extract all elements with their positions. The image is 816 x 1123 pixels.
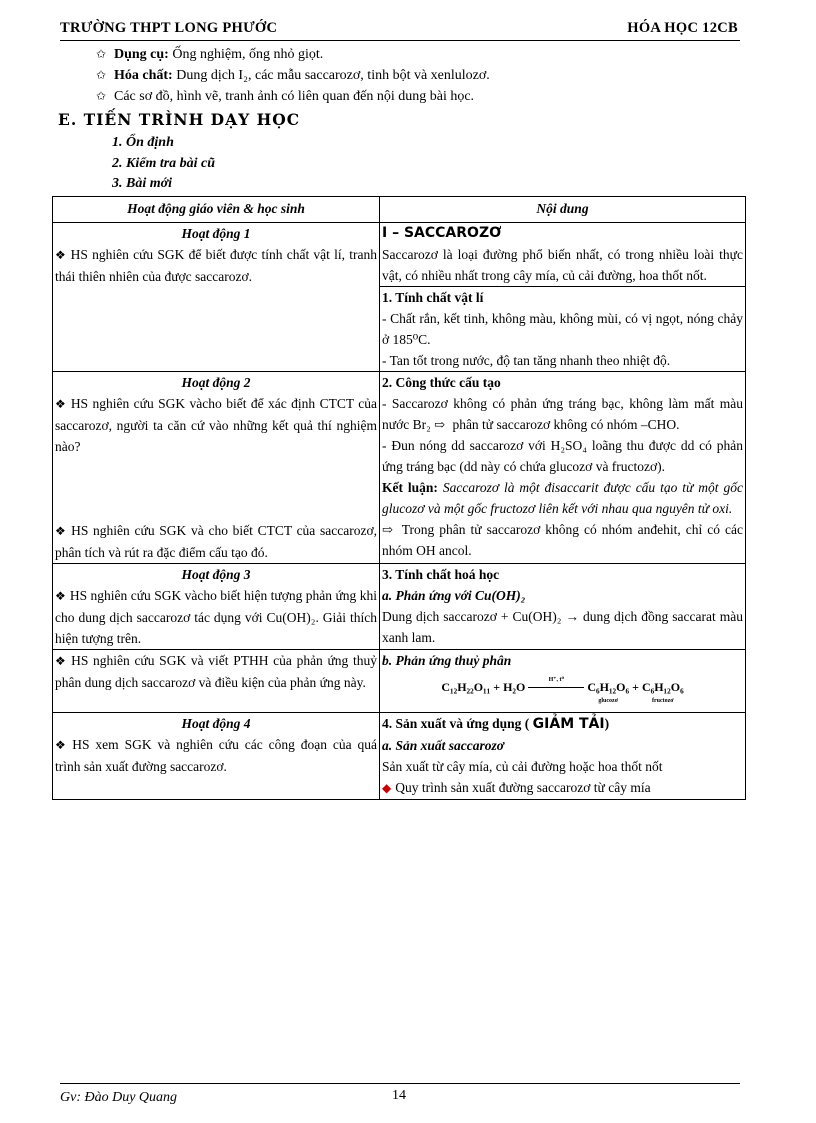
prep-item: ✩ Dụng cụ: Ống nghiệm, ống nhỏ giọt. xyxy=(96,44,490,65)
activity-4-cell: Hoạt động 4 ❖ HS xem SGK và nghiên cứu các công đoạn của quá trình sản xuất đường saccarozơ. xyxy=(53,713,380,800)
page-footer xyxy=(60,1083,740,1105)
author-name: Gv: Đào Duy Quang xyxy=(60,1090,178,1105)
activity-2-cell: Hoạt động 2 ❖ HS nghiên cứu SGK vàcho biết để xác định CTCT của saccarozơ, người ta căn cứ vào những kết quả thí nghiệm nào? ❖ HS nghiên cứu SGK và cho biết CTCT của saccarozơ, phân tích và rút ra đặc điểm cấu tạo đó. xyxy=(53,372,380,564)
subject-title: HÓA HỌC 12CB xyxy=(627,20,738,36)
diamond-bullet-icon: ❖ xyxy=(55,248,67,262)
diamond-bullet-icon: ❖ xyxy=(55,524,68,538)
activity-title: Hoạt động 2 xyxy=(181,375,251,390)
activity-1-cell: Hoạt động 1 ❖ HS nghiên cứu SGK để biết được tính chất vật lí, tranh thái thiên nhiên của được saccarozơ. xyxy=(53,223,380,372)
content-hydrolysis: b. Phản ứng thuỷ phân C₁₂H₂₂O₁₁ + H₂O H⁺, t⁰ C₆H₁₂O₆ glucozơ + C₆H₁₂O₆ fructozơ xyxy=(380,650,746,713)
diamond-bullet-icon: ❖ xyxy=(55,589,66,603)
content-saccarozo: I – SACCAROZƠ Saccarozơ là loại đường phổ biến nhất, có trong nhiều loài thực vật, có nhiều nhất trong cây mía, củ cải đường, hoa thốt nốt. xyxy=(380,223,746,287)
col-header-activity: Hoạt động giáo viên & học sinh xyxy=(53,197,380,223)
lesson-table xyxy=(52,196,746,800)
activity-3-cell: Hoạt động 3 ❖ HS nghiên cứu SGK vàcho biết hiện tượng phản ứng khi cho dung dịch saccarozơ tác dụng với Cu(OH)₂. Giải thích hiện tượng trên. xyxy=(53,564,380,650)
steps-list xyxy=(112,133,215,195)
content-chemical: 3. Tính chất hoá học a. Phản ứng với Cu(OH)₂ Dung dịch saccarozơ + Cu(OH)₂ → dung dịch đồng saccarat màu xanh lam. xyxy=(380,564,746,650)
diamond-bullet-icon: ❖ xyxy=(55,654,68,668)
star-icon: ✩ xyxy=(96,68,107,82)
step-item: 2. Kiểm tra bài cũ xyxy=(112,155,216,171)
star-icon: ✩ xyxy=(96,47,107,61)
step-item: 3. Bài mới xyxy=(112,176,173,191)
content-production: 4. Sản xuất và ứng dụng ( GIẢM TẢI) a. Sản xuất saccarozơ Sản xuất từ cây mía, củ cải đường hoặc hoa thốt nốt ◆ Quy trình sản xuất đường saccarozơ từ cây mía xyxy=(380,713,746,800)
prep-item: ✩ Các sơ đồ, hình vẽ, tranh ảnh có liên quan đến nội dung bài học. xyxy=(96,86,490,107)
preparation-list xyxy=(96,44,490,107)
diamond-bullet-icon: ❖ xyxy=(55,738,69,752)
right-arrow-icon: ⇨ xyxy=(434,417,446,432)
step-item: 1. Ổn định xyxy=(112,135,174,150)
content-structure: 2. Công thức cấu tạo - Saccarozơ không có phản ứng tráng bạc, không làm mất màu nước Br₂ ⇨ phân tử saccarozơ không có nhóm –CHO. - Đun nóng dd saccarozơ với H₂SO₄ loãng thu được dd có phản ứng tráng bạc (dd này có chứa glucozơ và fructozơ). Kết luận: Saccarozơ là một đisaccarit được cấu tạo từ một gốc glucozơ và một gốc fructozơ liên kết với nhau qua nguyên tử oxi. ⇨ Trong phân tử saccarozơ không có nhóm anđehit, chỉ có các nhóm OH ancol. xyxy=(380,372,746,564)
content-physical: 1. Tính chất vật lí - Chất rắn, kết tinh, không màu, không mùi, có vị ngọt, nóng chảy ở 185⁰C. - Tan tốt trong nước, độ tan tăng nhanh theo nhiệt độ. xyxy=(380,287,746,372)
section-title: E. TIẾN TRÌNH DẠY HỌC xyxy=(58,110,301,129)
activity-title: Hoạt động 1 xyxy=(181,226,251,241)
col-header-content: Nội dung xyxy=(380,197,746,223)
activity-title: Hoạt động 3 xyxy=(181,567,251,582)
hydrolysis-equation: C₁₂H₂₂O₁₁ + H₂O H⁺, t⁰ C₆H₁₂O₆ glucozơ + C₆H₁₂O₆ fructozơ xyxy=(441,677,684,704)
right-arrow-icon: ⇨ xyxy=(382,522,393,537)
activity-title: Hoạt động 4 xyxy=(181,716,251,731)
activity-3b-cell: ❖ HS nghiên cứu SGK và viết PTHH của phản ứng thuỷ phân dung dịch saccarozơ và điều kiện của phản ứng này. xyxy=(53,650,380,713)
page-number: 14 xyxy=(392,1088,406,1103)
prep-item: ✩ Hóa chất: Dung dịch I₂, các mẫu saccarozơ, tinh bột và xenlulozơ. xyxy=(96,65,490,86)
school-name: TRƯỜNG THPT LONG PHƯỚC xyxy=(60,20,278,36)
diamond-bullet-icon: ◆ xyxy=(382,781,392,795)
diamond-bullet-icon: ❖ xyxy=(55,397,67,411)
page-header xyxy=(60,18,740,41)
star-icon: ✩ xyxy=(96,89,107,103)
content-heading: I – SACCAROZƠ xyxy=(382,225,502,241)
